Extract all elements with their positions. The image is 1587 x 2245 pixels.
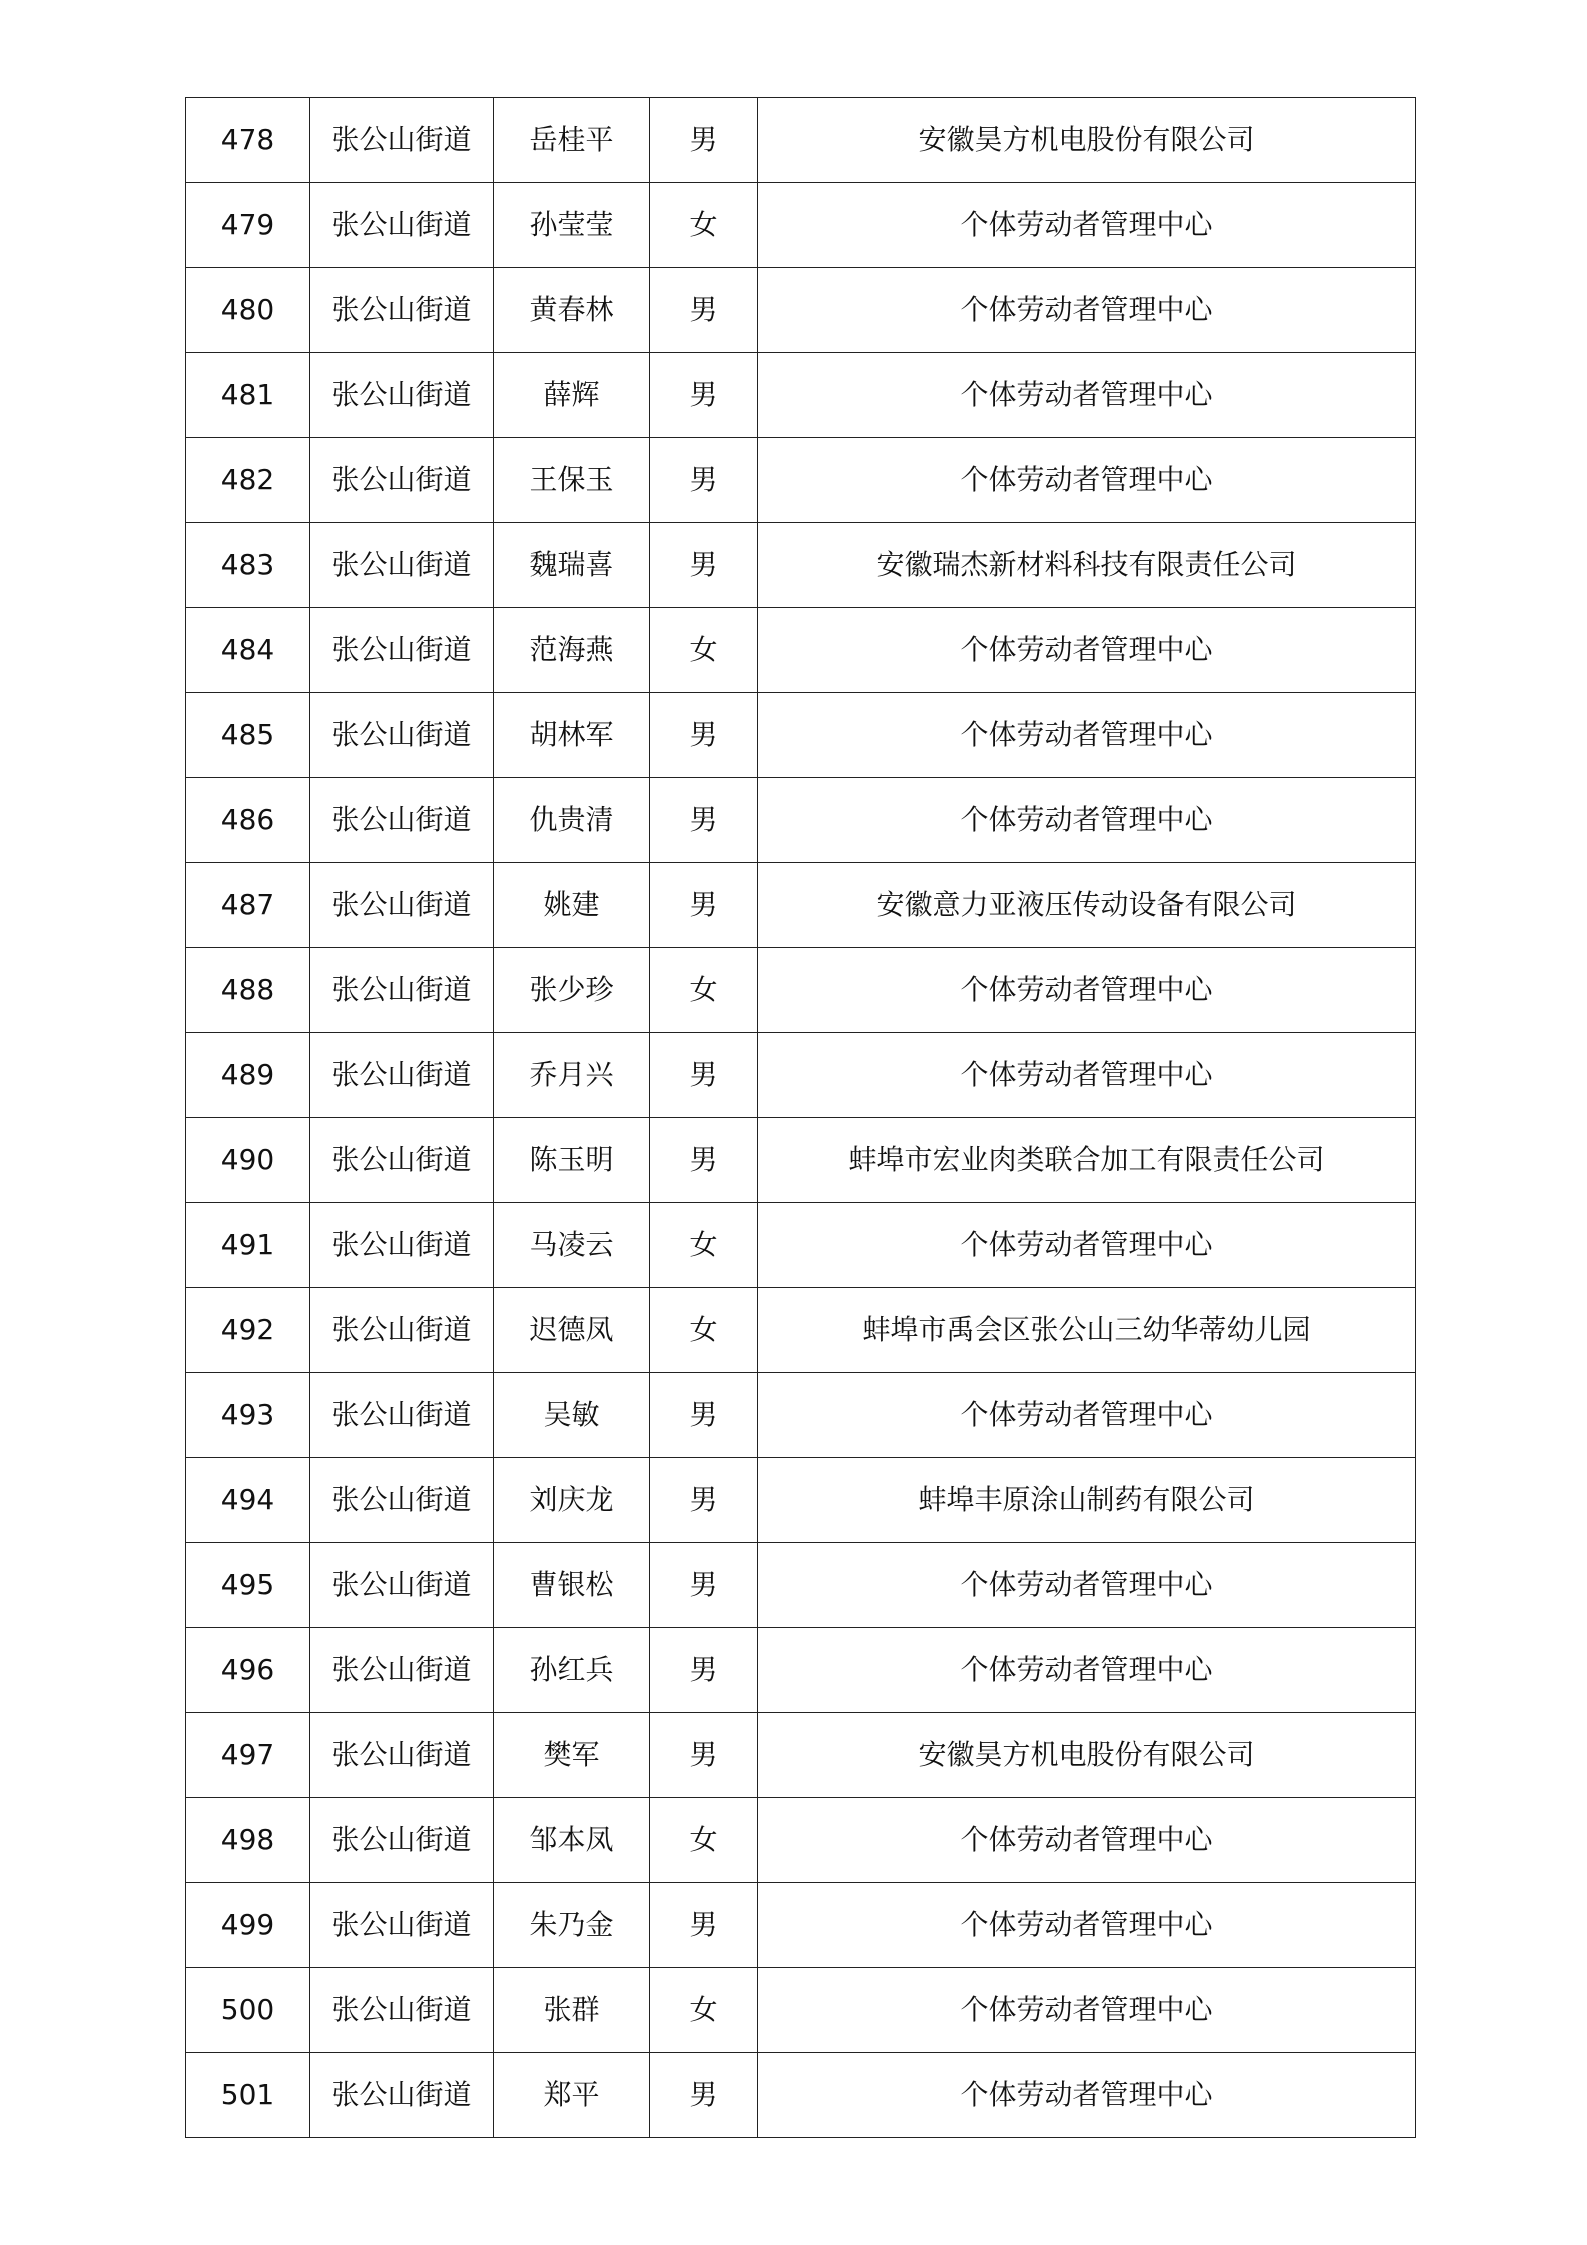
cell-gender: 男 — [650, 353, 758, 438]
cell-gender: 男 — [650, 1883, 758, 1968]
cell-street: 张公山街道 — [310, 353, 494, 438]
cell-name: 邹本凤 — [494, 1798, 650, 1883]
cell-work-unit: 安徽昊方机电股份有限公司 — [758, 98, 1416, 183]
cell-name: 郑平 — [494, 2053, 650, 2138]
cell-work-unit: 个体劳动者管理中心 — [758, 1798, 1416, 1883]
cell-gender: 女 — [650, 608, 758, 693]
cell-name: 朱乃金 — [494, 1883, 650, 1968]
cell-gender: 男 — [650, 2053, 758, 2138]
cell-street: 张公山街道 — [310, 1288, 494, 1373]
cell-street: 张公山街道 — [310, 438, 494, 523]
cell-number: 482 — [186, 438, 310, 523]
cell-name: 仇贵清 — [494, 778, 650, 863]
cell-gender: 男 — [650, 863, 758, 948]
cell-street: 张公山街道 — [310, 1628, 494, 1713]
cell-work-unit: 个体劳动者管理中心 — [758, 2053, 1416, 2138]
cell-gender: 男 — [650, 523, 758, 608]
cell-work-unit: 个体劳动者管理中心 — [758, 693, 1416, 778]
table-row — [186, 523, 1416, 608]
table-row — [186, 863, 1416, 948]
cell-number: 478 — [186, 98, 310, 183]
cell-number: 483 — [186, 523, 310, 608]
cell-work-unit: 安徽昊方机电股份有限公司 — [758, 1713, 1416, 1798]
cell-work-unit: 个体劳动者管理中心 — [758, 1373, 1416, 1458]
table-row — [186, 1288, 1416, 1373]
cell-street: 张公山街道 — [310, 1033, 494, 1118]
table-row — [186, 1968, 1416, 2053]
cell-name: 魏瑞喜 — [494, 523, 650, 608]
cell-gender: 男 — [650, 1118, 758, 1203]
table-row — [186, 1713, 1416, 1798]
cell-number: 479 — [186, 183, 310, 268]
table-row — [186, 1798, 1416, 1883]
cell-gender: 女 — [650, 948, 758, 1033]
cell-gender: 男 — [650, 268, 758, 353]
cell-gender: 男 — [650, 1543, 758, 1628]
cell-number: 495 — [186, 1543, 310, 1628]
table-row — [186, 1883, 1416, 1968]
cell-number: 487 — [186, 863, 310, 948]
cell-street: 张公山街道 — [310, 2053, 494, 2138]
cell-work-unit: 个体劳动者管理中心 — [758, 183, 1416, 268]
cell-number: 490 — [186, 1118, 310, 1203]
cell-street: 张公山街道 — [310, 693, 494, 778]
cell-work-unit: 个体劳动者管理中心 — [758, 1628, 1416, 1713]
table-row — [186, 1628, 1416, 1713]
cell-work-unit: 个体劳动者管理中心 — [758, 1543, 1416, 1628]
table-row — [186, 98, 1416, 183]
cell-street: 张公山街道 — [310, 268, 494, 353]
table-row — [186, 693, 1416, 778]
table-row — [186, 2053, 1416, 2138]
cell-name: 迟德凤 — [494, 1288, 650, 1373]
cell-number: 492 — [186, 1288, 310, 1373]
cell-gender: 男 — [650, 1033, 758, 1118]
cell-name: 张少珍 — [494, 948, 650, 1033]
cell-work-unit: 个体劳动者管理中心 — [758, 438, 1416, 523]
cell-work-unit: 个体劳动者管理中心 — [758, 948, 1416, 1033]
table-row — [186, 1373, 1416, 1458]
cell-number: 497 — [186, 1713, 310, 1798]
cell-gender: 男 — [650, 1713, 758, 1798]
cell-work-unit: 个体劳动者管理中心 — [758, 268, 1416, 353]
cell-work-unit: 安徽瑞杰新材料科技有限责任公司 — [758, 523, 1416, 608]
table-row — [186, 608, 1416, 693]
cell-gender: 男 — [650, 1628, 758, 1713]
cell-street: 张公山街道 — [310, 863, 494, 948]
cell-number: 484 — [186, 608, 310, 693]
cell-number: 485 — [186, 693, 310, 778]
cell-gender: 男 — [650, 98, 758, 183]
cell-number: 500 — [186, 1968, 310, 2053]
cell-street: 张公山街道 — [310, 1203, 494, 1288]
table-row — [186, 438, 1416, 523]
cell-street: 张公山街道 — [310, 183, 494, 268]
cell-street: 张公山街道 — [310, 1458, 494, 1543]
cell-name: 樊军 — [494, 1713, 650, 1798]
cell-work-unit: 个体劳动者管理中心 — [758, 778, 1416, 863]
cell-name: 黄春林 — [494, 268, 650, 353]
cell-gender: 男 — [650, 778, 758, 863]
cell-name: 刘庆龙 — [494, 1458, 650, 1543]
cell-number: 493 — [186, 1373, 310, 1458]
table-row — [186, 353, 1416, 438]
cell-street: 张公山街道 — [310, 948, 494, 1033]
cell-number: 486 — [186, 778, 310, 863]
cell-work-unit: 个体劳动者管理中心 — [758, 353, 1416, 438]
cell-name: 胡林军 — [494, 693, 650, 778]
cell-name: 岳桂平 — [494, 98, 650, 183]
cell-street: 张公山街道 — [310, 523, 494, 608]
cell-name: 王保玉 — [494, 438, 650, 523]
cell-work-unit: 个体劳动者管理中心 — [758, 1203, 1416, 1288]
cell-work-unit: 个体劳动者管理中心 — [758, 1033, 1416, 1118]
cell-work-unit: 安徽意力亚液压传动设备有限公司 — [758, 863, 1416, 948]
cell-number: 489 — [186, 1033, 310, 1118]
roster-table-body — [186, 98, 1416, 2138]
cell-work-unit: 蚌埠市禹会区张公山三幼华蒂幼儿园 — [758, 1288, 1416, 1373]
table-row — [186, 1033, 1416, 1118]
cell-name: 姚建 — [494, 863, 650, 948]
cell-number: 491 — [186, 1203, 310, 1288]
cell-gender: 女 — [650, 1203, 758, 1288]
cell-work-unit: 个体劳动者管理中心 — [758, 1968, 1416, 2053]
cell-number: 488 — [186, 948, 310, 1033]
cell-street: 张公山街道 — [310, 1883, 494, 1968]
cell-number: 494 — [186, 1458, 310, 1543]
cell-street: 张公山街道 — [310, 778, 494, 863]
cell-number: 499 — [186, 1883, 310, 1968]
cell-street: 张公山街道 — [310, 1543, 494, 1628]
table-row — [186, 1203, 1416, 1288]
cell-gender: 女 — [650, 1798, 758, 1883]
cell-name: 范海燕 — [494, 608, 650, 693]
table-row — [186, 1543, 1416, 1628]
table-row — [186, 1118, 1416, 1203]
cell-street: 张公山街道 — [310, 608, 494, 693]
cell-name: 孙莹莹 — [494, 183, 650, 268]
cell-gender: 男 — [650, 1458, 758, 1543]
cell-gender: 男 — [650, 693, 758, 778]
cell-name: 马凌云 — [494, 1203, 650, 1288]
cell-work-unit: 蚌埠丰原涂山制药有限公司 — [758, 1458, 1416, 1543]
cell-name: 曹银松 — [494, 1543, 650, 1628]
table-row — [186, 948, 1416, 1033]
cell-work-unit: 个体劳动者管理中心 — [758, 1883, 1416, 1968]
table-row — [186, 268, 1416, 353]
cell-number: 496 — [186, 1628, 310, 1713]
cell-name: 吴敏 — [494, 1373, 650, 1458]
cell-name: 乔月兴 — [494, 1033, 650, 1118]
cell-gender: 女 — [650, 183, 758, 268]
cell-gender: 男 — [650, 438, 758, 523]
cell-name: 薛辉 — [494, 353, 650, 438]
table-row — [186, 778, 1416, 863]
cell-street: 张公山街道 — [310, 1713, 494, 1798]
cell-street: 张公山街道 — [310, 1798, 494, 1883]
cell-work-unit: 蚌埠市宏业肉类联合加工有限责任公司 — [758, 1118, 1416, 1203]
cell-work-unit: 个体劳动者管理中心 — [758, 608, 1416, 693]
cell-street: 张公山街道 — [310, 1968, 494, 2053]
cell-street: 张公山街道 — [310, 1373, 494, 1458]
cell-gender: 男 — [650, 1373, 758, 1458]
cell-number: 480 — [186, 268, 310, 353]
cell-name: 孙红兵 — [494, 1628, 650, 1713]
cell-number: 501 — [186, 2053, 310, 2138]
cell-number: 481 — [186, 353, 310, 438]
roster-table — [185, 97, 1416, 2138]
cell-gender: 女 — [650, 1288, 758, 1373]
cell-street: 张公山街道 — [310, 98, 494, 183]
cell-gender: 女 — [650, 1968, 758, 2053]
table-row — [186, 183, 1416, 268]
table-row — [186, 1458, 1416, 1543]
cell-number: 498 — [186, 1798, 310, 1883]
cell-name: 张群 — [494, 1968, 650, 2053]
cell-name: 陈玉明 — [494, 1118, 650, 1203]
cell-street: 张公山街道 — [310, 1118, 494, 1203]
